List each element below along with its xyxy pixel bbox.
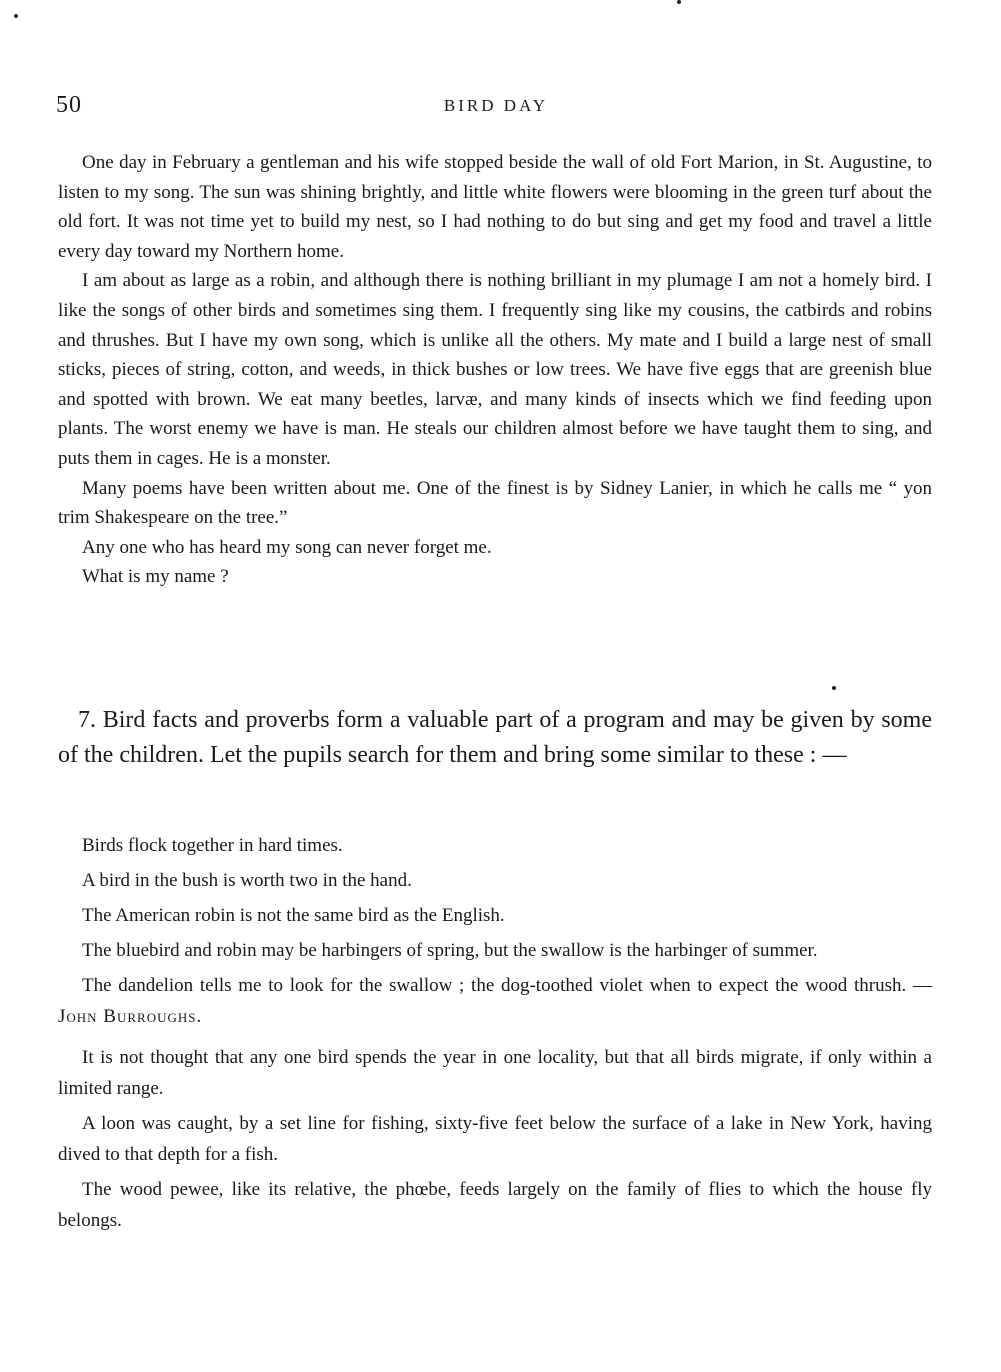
ink-speck [677, 0, 681, 4]
item-7-paragraph: 7. Bird facts and proverbs form a valuable part of a program and may be given by some of the children. Let the pupils search for them and bring some similar to these : — [58, 707, 932, 768]
story-paragraph: One day in February a gentleman and his wife stopped beside the wall of old Fort Marion, in St. Augustine, to listen to my song. The sun was shining brightly, and little white flowers were blooming in the green turf about the old fort. It was not time yet to build my nest, so I had nothing to do but sing and get my food and travel a little every day toward my Northern home. [58, 152, 932, 262]
ink-speck [832, 686, 836, 690]
story-paragraph: Many poems have been written about me. One of the finest is by Sidney Lanier, in which he calls me “ yon trim Shakespeare on the tree.” [58, 477, 932, 529]
fact-item: It is not thought that any one bird spends the year in one locality, but that all birds migrate, if only within a limited range. [58, 1047, 932, 1099]
fact-item: The American robin is not the same bird as the English. [82, 905, 505, 926]
page-number: 50 [56, 92, 82, 118]
item-7-instructions [58, 703, 932, 773]
fact-item: The bluebird and robin may be harbingers of spring, but the swallow is the harbinger of summer. [82, 940, 818, 961]
fact-item: A loon was caught, by a set line for fishing, sixty-five feet below the surface of a lake in New York, having dived to that depth for a fish. [58, 1113, 932, 1165]
fact-item: The wood pewee, like its relative, the phœbe, feeds largely on the family of flies to which the house fly belongs. [58, 1179, 932, 1231]
fact-item: A bird in the bush is worth two in the hand. [82, 870, 412, 891]
ink-speck [14, 14, 18, 18]
fact-text: The dandelion tells me to look for the swallow ; the dog-toothed violet when to expect the wood thrush. — [82, 975, 932, 996]
attribution: John Burroughs. [58, 1006, 203, 1027]
page-header [56, 92, 936, 122]
bird-riddle-story [58, 148, 932, 592]
story-paragraph: Any one who has heard my song can never forget me. [82, 536, 492, 558]
fact-item-with-attribution [58, 970, 932, 1032]
story-paragraph: I am about as large as a robin, and although there is nothing brilliant in my plumage I am not a homely bird. I like the songs of other birds and sometimes sing them. I frequently sing like my cousins, the catbirds and robins and thrushes. But I have my own song, which is unlike all the others. My mate and I build a large nest of small sticks, pieces of string, cotton, and weeds, in thick bushes or low trees. We have five eggs that are greenish blue and spotted with brown. We eat many beetles, larvæ, and many kinds of insects which we find feeding upon plants. The worst enemy we have is man. He steals our children almost before we have taught them to sing, and puts them in cages. He is a monster. [58, 270, 932, 469]
story-paragraph: What is my name ? [82, 566, 229, 588]
bird-facts-list [58, 830, 932, 1240]
fact-item: Birds flock together in hard times. [82, 835, 343, 856]
running-head: BIRD DAY [443, 96, 549, 115]
